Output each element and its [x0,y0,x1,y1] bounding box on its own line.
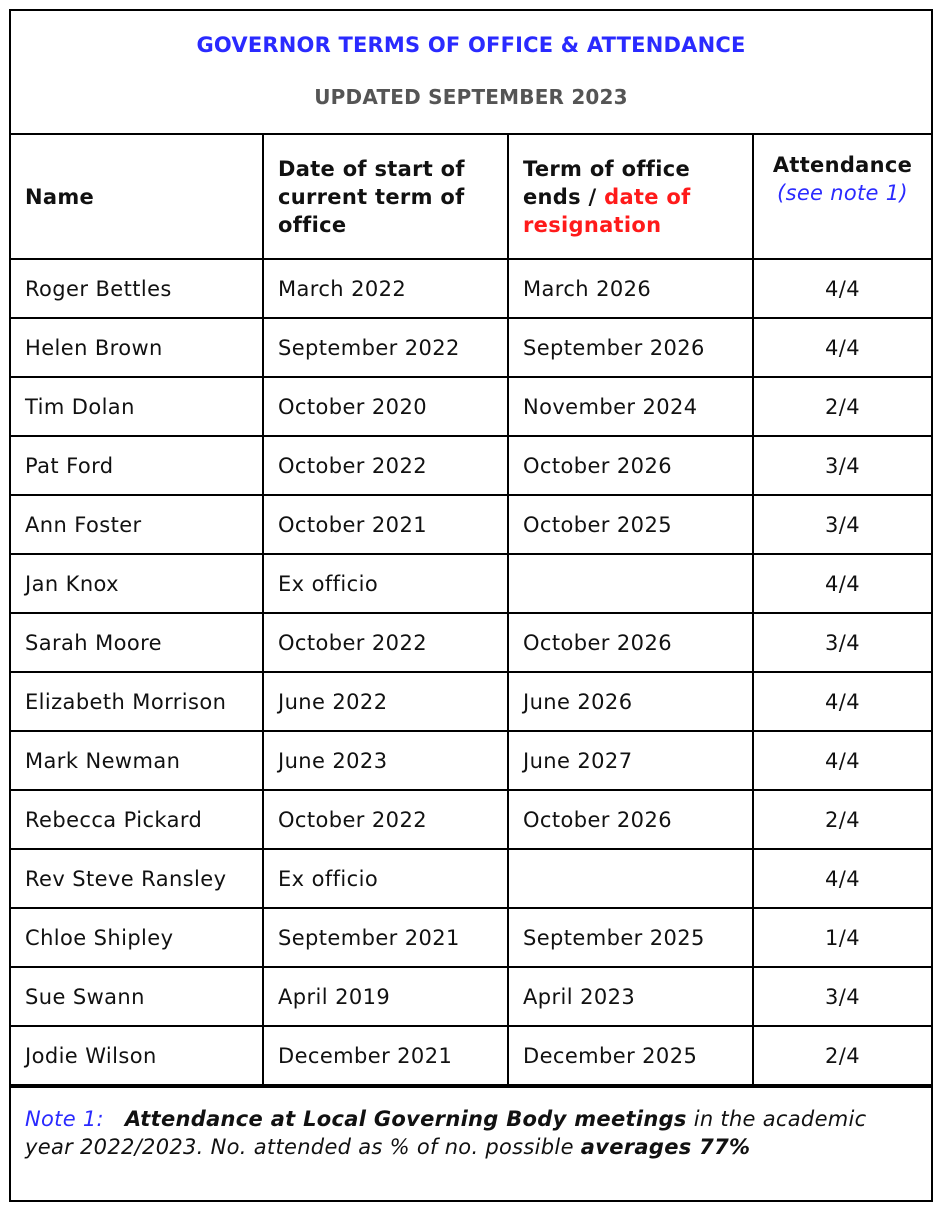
title-block [11,11,931,135]
cell-start: April 2019 [263,967,508,1026]
cell-end: September 2026 [508,318,753,377]
cell-attendance: 4/4 [753,672,931,731]
cell-start: June 2023 [263,731,508,790]
cell-end: October 2026 [508,613,753,672]
page-subtitle: UPDATED SEPTEMBER 2023 [314,85,628,109]
cell-end: April 2023 [508,967,753,1026]
cell-end: October 2025 [508,495,753,554]
page-title: GOVERNOR TERMS OF OFFICE & ATTENDANCE [196,33,746,57]
cell-name: Jan Knox [11,554,263,613]
cell-name: Sarah Moore [11,613,263,672]
cell-name: Tim Dolan [11,377,263,436]
footnote-text-1: in the academic year 2022/2023. No. attended as % of no. possible [25,1107,867,1159]
cell-start: October 2021 [263,495,508,554]
cell-end: March 2026 [508,259,753,318]
cell-start: October 2020 [263,377,508,436]
cell-name: Roger Bettles [11,259,263,318]
table-row [11,908,931,967]
cell-end: October 2026 [508,436,753,495]
cell-name: Helen Brown [11,318,263,377]
cell-attendance: 2/4 [753,377,931,436]
column-header-end-prefix: Term of office ends / [523,156,690,209]
table-row [11,1026,931,1085]
table-row [11,318,931,377]
cell-attendance: 4/4 [753,849,931,908]
cell-start: October 2022 [263,436,508,495]
cell-start: September 2021 [263,908,508,967]
cell-start: Ex officio [263,849,508,908]
table-row [11,495,931,554]
table-row [11,849,931,908]
cell-attendance: 3/4 [753,613,931,672]
table-row [11,672,931,731]
cell-end: November 2024 [508,377,753,436]
cell-start: October 2022 [263,790,508,849]
cell-name: Mark Newman [11,731,263,790]
cell-start: June 2022 [263,672,508,731]
cell-name: Jodie Wilson [11,1026,263,1085]
column-header-attendance-label: Attendance [772,153,913,177]
table-row [11,731,931,790]
cell-end: October 2026 [508,790,753,849]
cell-name: Pat Ford [11,436,263,495]
governor-table-document [9,9,933,1202]
footnote-bold-1: Attendance at Local Governing Body meetings [124,1107,687,1131]
cell-name: Elizabeth Morrison [11,672,263,731]
cell-name: Chloe Shipley [11,908,263,967]
cell-start: March 2022 [263,259,508,318]
table-body [11,259,931,1085]
cell-attendance: 2/4 [753,1026,931,1085]
cell-name: Sue Swann [11,967,263,1026]
table-row [11,967,931,1026]
cell-name: Rebecca Pickard [11,790,263,849]
cell-attendance: 4/4 [753,259,931,318]
column-header-end [508,135,753,259]
cell-attendance: 4/4 [753,731,931,790]
table-row [11,613,931,672]
cell-attendance: 2/4 [753,790,931,849]
footnote-label: Note 1: [25,1107,104,1131]
footnote-bold-2: averages 77% [580,1135,751,1159]
column-header-attendance [753,135,931,259]
cell-start: September 2022 [263,318,508,377]
table-row [11,377,931,436]
header-row [11,135,931,259]
cell-attendance: 4/4 [753,554,931,613]
cell-start: Ex officio [263,554,508,613]
cell-end [508,849,753,908]
cell-end: June 2027 [508,731,753,790]
governor-table [11,135,931,1086]
cell-name: Ann Foster [11,495,263,554]
cell-end: December 2025 [508,1026,753,1085]
column-header-end-resignation: date of resignation [523,184,691,237]
table-row [11,259,931,318]
table-row [11,436,931,495]
cell-attendance: 3/4 [753,495,931,554]
column-header-name: Name [11,135,263,259]
cell-end: September 2025 [508,908,753,967]
cell-start: December 2021 [263,1026,508,1085]
cell-attendance: 3/4 [753,436,931,495]
footnote [11,1086,931,1161]
cell-attendance: 4/4 [753,318,931,377]
cell-attendance: 1/4 [753,908,931,967]
cell-end [508,554,753,613]
note-reference: (see note 1) [777,181,908,205]
table-row [11,554,931,613]
cell-name: Rev Steve Ransley [11,849,263,908]
table-row [11,790,931,849]
cell-start: October 2022 [263,613,508,672]
column-header-start: Date of start of current term of office [263,135,508,259]
cell-end: June 2026 [508,672,753,731]
cell-attendance: 3/4 [753,967,931,1026]
